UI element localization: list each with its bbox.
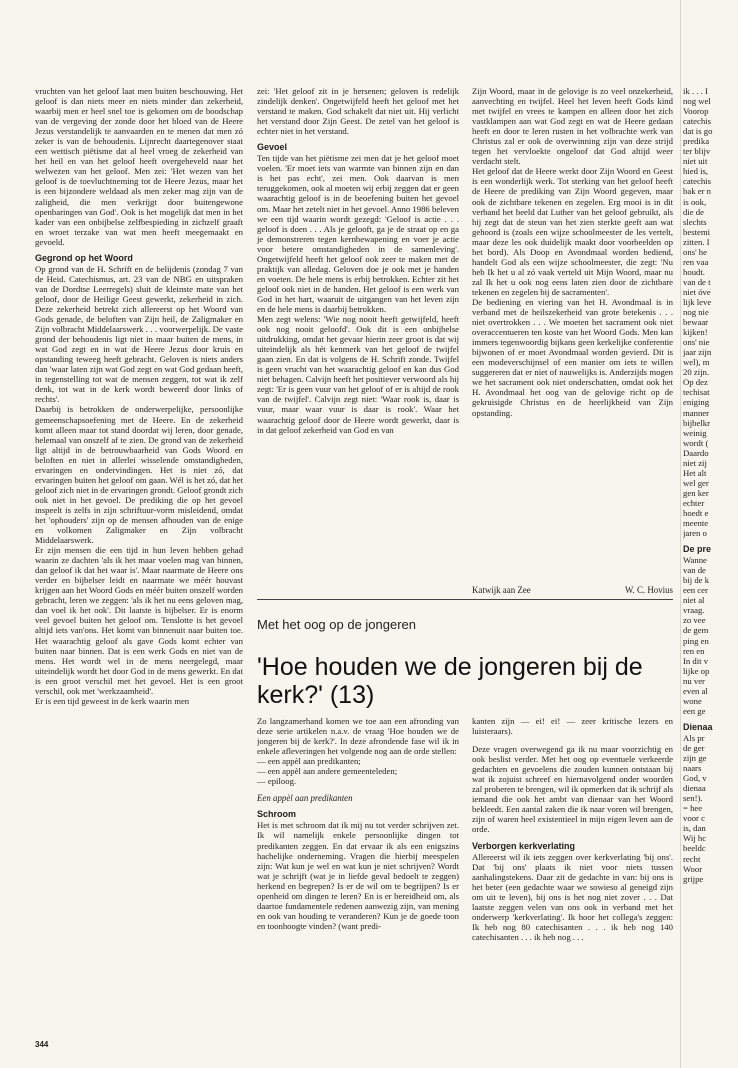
partial-line: bijbelkr [683, 417, 711, 428]
paragraph: kanten zijn — ei! ei! — zeer kritische lezers en luisteraars). [472, 716, 673, 737]
partial-line: een cer [683, 585, 708, 596]
partial-line: zitten. I [683, 236, 710, 247]
partial-line: nog wel [683, 96, 711, 107]
partial-line: Als pr [683, 732, 705, 743]
paragraph: zei: 'Het geloof zit in je hersenen; geloven is redelijk zindelijk denken'. Ongetwijfeld heeft het geloof met het verstand te maken. God schakelt dat niet uit. Hij verlicht het verstand door Zijn Geest. De zetel van het geloof is echter niet in het verstand. [257, 86, 459, 137]
partial-line: Daardo [683, 447, 709, 458]
partial-line: 20 zijn. [683, 367, 710, 378]
paragraph: Zijn Woord, maar in de gelovige is zo veel onzekerheid, aanvechting en twijfel. Heel het leven heeft Gods kind met twijfel en vrees te kampen en alleen door het zich vastklampen aan wat God zegt en wat de Heere gedaan heeft en door te leren rusten in het volbrachte werk van Christus zal er ook de overwinning zijn van deze strijd tegen het vervloekte ongeloof dat God altijd weer verdacht stelt. [472, 86, 673, 167]
partial-line: even al [683, 685, 708, 696]
partial-line: bij de k [683, 575, 710, 586]
paragraph: Op grond van de H. Schrift en de belijdenis (zondag 7 van de Heid. Catechismus, art. 23 van de NBG en uitspraken van de Dordtse Leerregels) sluit de kleinste mate van het geloof, door de Heilige Geest gewerkt, zekerheid in zich. Deze zekerheid betrekt zich allereerst op het Woord van Gods genade, de beloften van Zijn heil, de Zaligmaker en Zijn volbracht Middelaarswerk . . . voorwerpelijk. De vaste grond der behoudenis ligt niet in maar buiten de mens, in wat God zegt en in wat de Heere Jezus door kruis en opstanding teweeg heeft gebracht. Geloven is niets anders dan 'waar laten zijn wat God zegt en wat God gedaan heeft, in tegenstelling tot wat de mensen zeggen, tot wat ik zelf denk, tot wat in de kerk wordt beweerd door links of rechts'. [35, 263, 243, 405]
column-2 [257, 86, 459, 594]
partial-line: van de t [683, 276, 711, 287]
paragraph: Ten tijde van het piëtisme zei men dat je het geloof moet voelen. 'Er moet iets van warmte van binnen zijn en dan is het pas echt', zei men. Ook daarvan is men teruggekomen, ook al moeten wij erbij zeggen dat er geen waarachtig geloof is in de beoefening buiten het gevoel om. Maar het zetelt niet in het gevoel. Anno 1986 beleven we een tijd waarin wordt gezegd: 'Geloof is actie . . . geloof is doen . . . Als je gelooft, ga je de straat op en ga je demonstreren tegen kernbewapening en voer je actie voor betere omstandigheden in de samenleving'. Ongetwijfeld heeft het geloof ook zeer te maken met de praktijk van alledag. Geloven doe je ook met je handen en voeten. De hele mens is erbij betrokken. Echter zit het geloof ook niet in de handen. Het geloof is een werk van God in het hart, waaruit de uitgangen van het leven zijn en de hele mens is daarbij betrokken. [257, 153, 459, 314]
partial-line: wel), m [683, 357, 710, 368]
partial-line: wel ger [683, 477, 709, 488]
partial-line: hied is, [683, 166, 709, 177]
paragraph: Het is met schroom dat ik mij nu tot verder schrijven zet. Ik wil namelijk enkele persoonlijke dingen tot predikanten zeggen. En dat ervaar ik als een enigszins hachelijke onderneming. Vragen die hierbij meespelen zijn: Wat kun je wel en wat kun je niet schrijven? Wordt wat je schrijft (wat je in liefde geval bedoelt te zeggen) herkend en begrepen? Is er de wil om te begrijpen? Is er openheid om dingen te leren? En is er bereidheid om, als daartoe fundamentele redenen aanwezig zijn, van mening en ook van houding te veranderen? Kun je de goede toon en toonhoogte vinden? (want predi- [257, 820, 459, 931]
partial-line: niet óve [683, 286, 711, 297]
partial-line: catechis [683, 176, 711, 187]
partial-line: zo vee [683, 615, 706, 626]
section-heading: Dienaa [683, 721, 713, 732]
author-place: Katwijk aan Zee [472, 585, 531, 595]
section-heading: Schroom [257, 809, 297, 820]
paragraph: De bediening en viering van het H. Avondmaal is in verband met de heilszekerheid van grote betekenis . . . niet overtrokken . . . We moeten het sacrament ook niet overaccentueren ten koste van het Woord Gods. Men kan immers tegenwoordig bijkans geen kerkelijke conferentie bijwonen of er moet Avondmaal worden gevierd. Dit is een modeverschijnsel of een manier om iets te willen suggereren dat er niet of nauwelijks is. Anderzijds mogen we het sacrament ook niet onderschatten, omdat ook het H. Avondmaal het oog van de gelovige richt op de gekruisigde Christus en de heerlijkheid van Zijn opstanding. [472, 296, 673, 418]
partial-line: echter [683, 497, 705, 508]
partial-line: predika [683, 136, 710, 147]
partial-line: voor c [683, 813, 705, 824]
partial-line: recht [683, 853, 701, 864]
partial-line: nog nie [683, 307, 709, 318]
partial-lines [683, 86, 738, 538]
section-heading: Verborgen kerkverlating [472, 840, 576, 851]
partial-line: lijke op [683, 665, 710, 676]
partial-line: jaren o [683, 528, 707, 539]
paragraph: Er is een tijd geweest in de kerk waarin men [35, 695, 190, 706]
partial-line: Wanne [683, 555, 707, 566]
paragraph: Daarbij is betrokken de onderwerpelijke, persoonlijke gemeenschapsoefening met de Heere. En de zekerheid komt alleen maar tot stand doordat wij leren, door genade, helemaal van onszelf af te zien. De grond van de zekerheid ligt altijd in de betrouwbaarheid van Gods Woord en beloften en niet in allerlei wisselende omstandigheden, ervaringen en ondervindingen. Het is niet zó, dat ervaringen buiten het geloof om gaan. Wél is het zó, dat het geloof zich niet in de ervaringen grondt. Geloof grondt zich ook niet in het gevoel. De prediking die op het gevoel inspeelt is zelfs in zijn schriftuur-vorm misleidend, omdat het 'ophouders' zijn op de mensen afhouden van de enige en volkomen Zaligmaker en Zijn volbracht Middelaarswerk. [35, 404, 243, 546]
paragraph: Zo langzamerhand komen we toe aan een afronding van deze serie artikelen n.a.v. de vraag 'Hoe houden we de jongeren bij de kerk?'. In deze afrondende fase wil ik in enkele afleveringen het volgende nog aan de orde stellen: [257, 716, 459, 757]
paragraph: Er zijn mensen die een tijd in hun leven hebben gehad waarin ze dachten 'als ik het maar voelen mag van binnen, dan geloof ik dat het waar is'. Maar naarmate de Heere ons verder en bijbelser leidt en naarmate we méér houvast krijgen aan het Woord Gods en méér buiten onszelf worden gebracht, leren we zeggen: 'als ik het nu eens geloven mag, dan voel ik het ook'. Dit laatste is bijbelser. Er is enorm veel gevoel buiten het geloof om. Tenslotte is het gevoel altijd iets van'ons. Het komt van binnenuit naar buiten toe. Het waarachtig geloof als gave Gods komt echter van buiten naar binnen. Dat is een werk Gods en niet van de mens. Het wordt wel in de mens neergelegd, maar uiteindelijk wordt het door God in de mens gewerkt. En dat is een groot verschil met het gevoel. Het is een groot verschil, ook met 'werkzaamheid'. [35, 545, 243, 696]
partial-line: gen ker [683, 487, 709, 498]
partial-line: niet uit [683, 156, 708, 167]
partial-line: Woor [683, 863, 703, 874]
partial-line: vraag. [683, 605, 705, 616]
column-3 [472, 86, 673, 594]
partial-line: meente [683, 518, 709, 529]
list-item: — epiloog. [257, 776, 297, 787]
partial-line: ping en [683, 635, 709, 646]
author-signature [472, 585, 673, 595]
partial-line: techisat [683, 387, 710, 398]
partial-line: lijk leve [683, 296, 712, 307]
column-4 [257, 716, 459, 1043]
partial-lines [683, 555, 738, 716]
partial-lines [683, 733, 738, 884]
author-name: W. C. Hovius [625, 585, 673, 595]
column-1 [35, 86, 243, 1021]
column-6-partial [683, 86, 738, 1036]
partial-line: ik . . . I [683, 86, 708, 96]
partial-line: beeldc [683, 843, 706, 854]
partial-line: nu ver [683, 675, 705, 686]
partial-line: bestemi [683, 226, 711, 237]
section-heading: Gegrond op het Woord [35, 252, 133, 263]
partial-line: een ge [683, 705, 706, 716]
partial-line: grijpe [683, 873, 704, 884]
partial-line: slechts [683, 216, 707, 227]
partial-line: eniging [683, 397, 710, 408]
partial-line: In dit v [683, 655, 709, 666]
partial-line: bewaar [683, 317, 709, 328]
partial-line: van de [683, 565, 706, 576]
partial-line: weinig [683, 427, 707, 438]
partial-line: die de [683, 206, 704, 217]
paragraph: Men zegt welens: 'Wie nog nooit heeft getwijfeld, heeft ook nog nooit geloofd'. Ook dit is een onbijbelse uitdrukking, omdat het gevaar hierin zeer groot is dat wij uiteindelijk als hét kenmerk van het geloof de twijfel gaan zien. En dat is volgens de H. Schrift zonde. Twijfel is geen vrucht van het waarachtig geloof en kan dus God niet behagen. Calvijn heeft het positiever verwoord als hij zegt: 'Er is geen vuur van het geloof of er is altijd de rook van de twijfel'. Calvijn zegt niet: 'Waar rook is, daar is vuur, maar waar vuur is daar is rook'. Waar het waarachtig geloof door de Heere wordt gewerkt, daar is in dat geloof zekerheid van God en van [257, 314, 459, 435]
article-divider [257, 599, 673, 600]
partial-line: Op dez [683, 377, 708, 388]
page-number: 344 [35, 1040, 49, 1049]
paragraph: Het geloof dat de Heere werkt door Zijn Woord en Geest is een wonderlijk werk. Tot sterking van het geloof heeft de Heere de prediking van Zijn Woord gegeven, maar ook de zichtbare tekenen en zegelen. Erg mooi is in dit verband het beeld dat Luther van het geloof gebruikt, als hij zegt dat de steun van het zien sterkte geeft aan wat gehoord is (zoals een wijze schoolmeester de les vertelt, maar deze les ook duidelijk maakt door voorbeelden op het bord). Als Doop en Avondmaal worden bediend, handelt God als een wijze schoolmeester, die zegt: 'Nu heb Ik het u al zó vaak verteld uit Mijn Woord, maar nu zal Ik het u ook nog eens laten zien door de zichtbare tekenen en zegelen bij de sacramenten'. [472, 166, 673, 297]
partial-line: bak er n [683, 186, 711, 197]
partial-line: niet zij [683, 457, 707, 468]
partial-line: = hee [683, 803, 703, 814]
partial-line: ter blijv [683, 146, 711, 157]
partial-line: ren vaa [683, 256, 709, 267]
column-5 [472, 716, 673, 1043]
section-heading: Gevoel [257, 142, 288, 153]
paragraph: Allereerst wil ik iets zeggen over kerkverlating 'bij ons'. Dat 'bij ons' plaats ik niet voor niets tussen aanhalingstekens. Daar zit de gedachte in van: bij ons is het beter (een gedachte waar we sowieso al geneigd zijn om uit te leven), bij ons is het nog niet zover . . . Dat laatste zeggen velen van ons ook in verband met het onderwerp 'kerkverlating'. Ik hoor het collega's zeggen: Ik heb nog 80 catechisanten . . . ik heb nog 140 catechisanten . . . ik heb nog . . . [472, 851, 673, 942]
partial-line: de gem [683, 625, 709, 636]
partial-line: catechis [683, 116, 711, 127]
partial-line: ons' nie [683, 337, 710, 348]
partial-line: naars [683, 763, 702, 774]
partial-line: de ger [683, 743, 705, 753]
list-item: — een appèl aan andere gemeenteleden; [257, 766, 398, 777]
partial-line: ons' he [683, 246, 708, 257]
partial-line: hoedt e [683, 507, 709, 518]
partial-line: ren en [683, 645, 705, 656]
partial-line: dienaa [683, 783, 706, 794]
page-gutter [680, 0, 681, 1068]
partial-line: wordt ( [683, 437, 709, 448]
partial-line: Voorop [683, 106, 709, 117]
paragraph: vruchten van het geloof laat men buiten beschouwing. Het geloof is dan niets meer en niets minder dan zekerheid, waarbij men er heel snel toe is gekomen om de boodschap van de vergeving der zonde door het bloed van de Heere Jezus verstandelijk te aanvaarden en te menen dat men zó zeker is van de behoudenis. Lijnrecht daartegenover staat een wettisch piëtisme dat al heel vroeg de zekerheid van het heil en van het geloof heeft overgeheveld naar het welwezen van het geloof. Men zei: 'Het wezen van het geloof is de toevluchtneming tot de Heere Jezus, maar het is een bijzondere weldaad als men zeker mag zijn van de zaligheid, die men verkrijgt door buitengewone openbaringen van God'. Ook is het mogelijk dat men in het kader van een onbijbelse zelfbespieding in zichzelf graaft en wroet terzake van wat men heeft meegemaakt en gevoeld. [35, 86, 243, 247]
partial-line: niet al [683, 595, 705, 606]
partial-line: Het alt [683, 467, 707, 478]
partial-line: wone [683, 695, 702, 706]
partial-line: dat is go [683, 126, 713, 137]
partial-line: houdt. [683, 266, 705, 277]
section-heading: De pre [683, 544, 712, 555]
partial-line: is, dan [683, 823, 706, 834]
partial-line: kijken! [683, 327, 708, 338]
section-subtitle: Een appèl aan predikanten [257, 793, 353, 804]
list-item: — een appèl aan predikanten; [257, 756, 361, 767]
partial-line: Wij hc [683, 833, 707, 844]
partial-line: zijn ge [683, 753, 707, 764]
partial-line: jaar zijn [683, 347, 712, 358]
partial-line: God, v [683, 773, 707, 784]
article-headline: 'Hoe houden we de jongeren bij de kerk?' (13) [257, 652, 643, 709]
series-title: Met het oog op de jongeren [257, 617, 417, 632]
partial-line: sen!). [683, 793, 703, 804]
partial-line: manner [683, 407, 710, 418]
partial-line: is ook, [683, 196, 707, 207]
paragraph: Deze vragen overwegend ga ik nu maar voorzichtig en ook beslist verder. Met het oog op eventuele verkeerde gedachten en gevoelens die zouden kunnen ontstaan bij wat ik zojuist schreef en hiernavolgend onder woorden zal proberen te brengen, wil ik opmerken dat ik schrijf als iemand die ook het ambt van dienaar van het Woord bekleedt. Een aantal zaken die ik naar voren wil brengen, zijn of waren heel existentieel in mijn eigen leven aan de orde. [472, 744, 673, 835]
